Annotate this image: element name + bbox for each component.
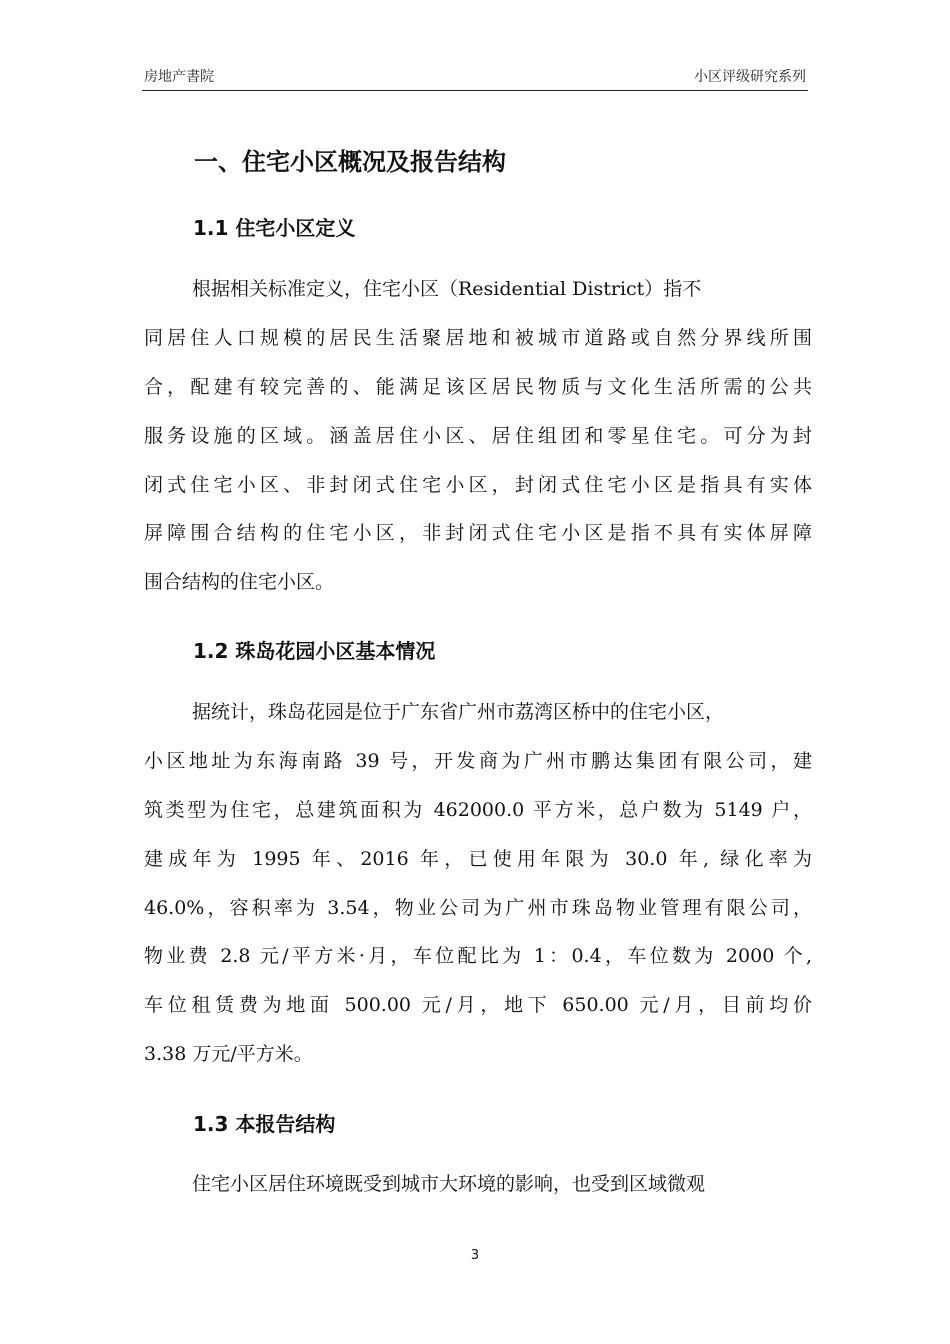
text-line: 服务设施的区域。涵盖居住小区、居住组团和零星住宅。可分为封 xyxy=(144,424,812,447)
text-line: 车位租赁费为地面 500.00 元/月，地下 650.00 元/月，目前均价 xyxy=(144,994,812,1017)
text-line: 46.0%，容积率为 3.54，物业公司为广州市珠岛物业管理有限公司， xyxy=(144,896,812,919)
page-header-right: 小区评级研究系列 xyxy=(694,69,806,85)
text-line: 筑类型为住宅，总建筑面积为 462000.0 平方米，总户数为 5149 户， xyxy=(144,798,812,821)
paragraph-structure xyxy=(144,1160,812,1209)
text-line: 建成年为 1995 年、2016 年，已使用年限为 30.0 年, 绿化率为 xyxy=(144,847,812,870)
heading-1-3: 1.3 本报告结构 xyxy=(193,1112,336,1136)
text-line: 围合结构的住宅小区。 xyxy=(144,571,335,594)
heading-1-2: 1.2 珠岛花园小区基本情况 xyxy=(193,639,436,663)
page-header-left: 房地产書院 xyxy=(144,69,214,85)
text-line: 3.38 万元/平方米。 xyxy=(144,1043,313,1066)
text-line: 屏障围合结构的住宅小区，非封闭式住宅小区是指不具有实体屏障 xyxy=(144,522,812,545)
header-divider xyxy=(142,90,808,91)
section-title: 一、住宅小区概况及报告结构 xyxy=(194,148,506,176)
text-line: 物业费 2.8 元/平方米·月，车位配比为 1：0.4，车位数为 2000 个, xyxy=(144,945,812,968)
text-line: 根据相关标准定义，住宅小区（Residential District）指不 xyxy=(192,278,702,300)
heading-1-1: 1.1 住宅小区定义 xyxy=(193,216,356,240)
text-line: 住宅小区居住环境既受到城市大环境的影响，也受到区域微观 xyxy=(192,1173,706,1195)
text-line: 闭式住宅小区、非封闭式住宅小区，封闭式住宅小区是指具有实体 xyxy=(144,473,812,496)
text-line: 合，配建有较完善的、能满足该区居民物质与文化生活所需的公共 xyxy=(144,375,812,398)
page-number: 3 xyxy=(470,1248,480,1263)
paragraph-definition xyxy=(144,265,812,607)
text-line: 同居住人口规模的居民生活聚居地和被城市道路或自然分界线所围 xyxy=(144,326,812,349)
text-line: 据统计，珠岛花园是位于广东省广州市荔湾区桥中的住宅小区， xyxy=(192,701,725,723)
paragraph-basic-info xyxy=(144,688,812,1079)
text-line: 小区地址为东海南路 39 号，开发商为广州市鹏达集团有限公司，建 xyxy=(144,749,812,772)
